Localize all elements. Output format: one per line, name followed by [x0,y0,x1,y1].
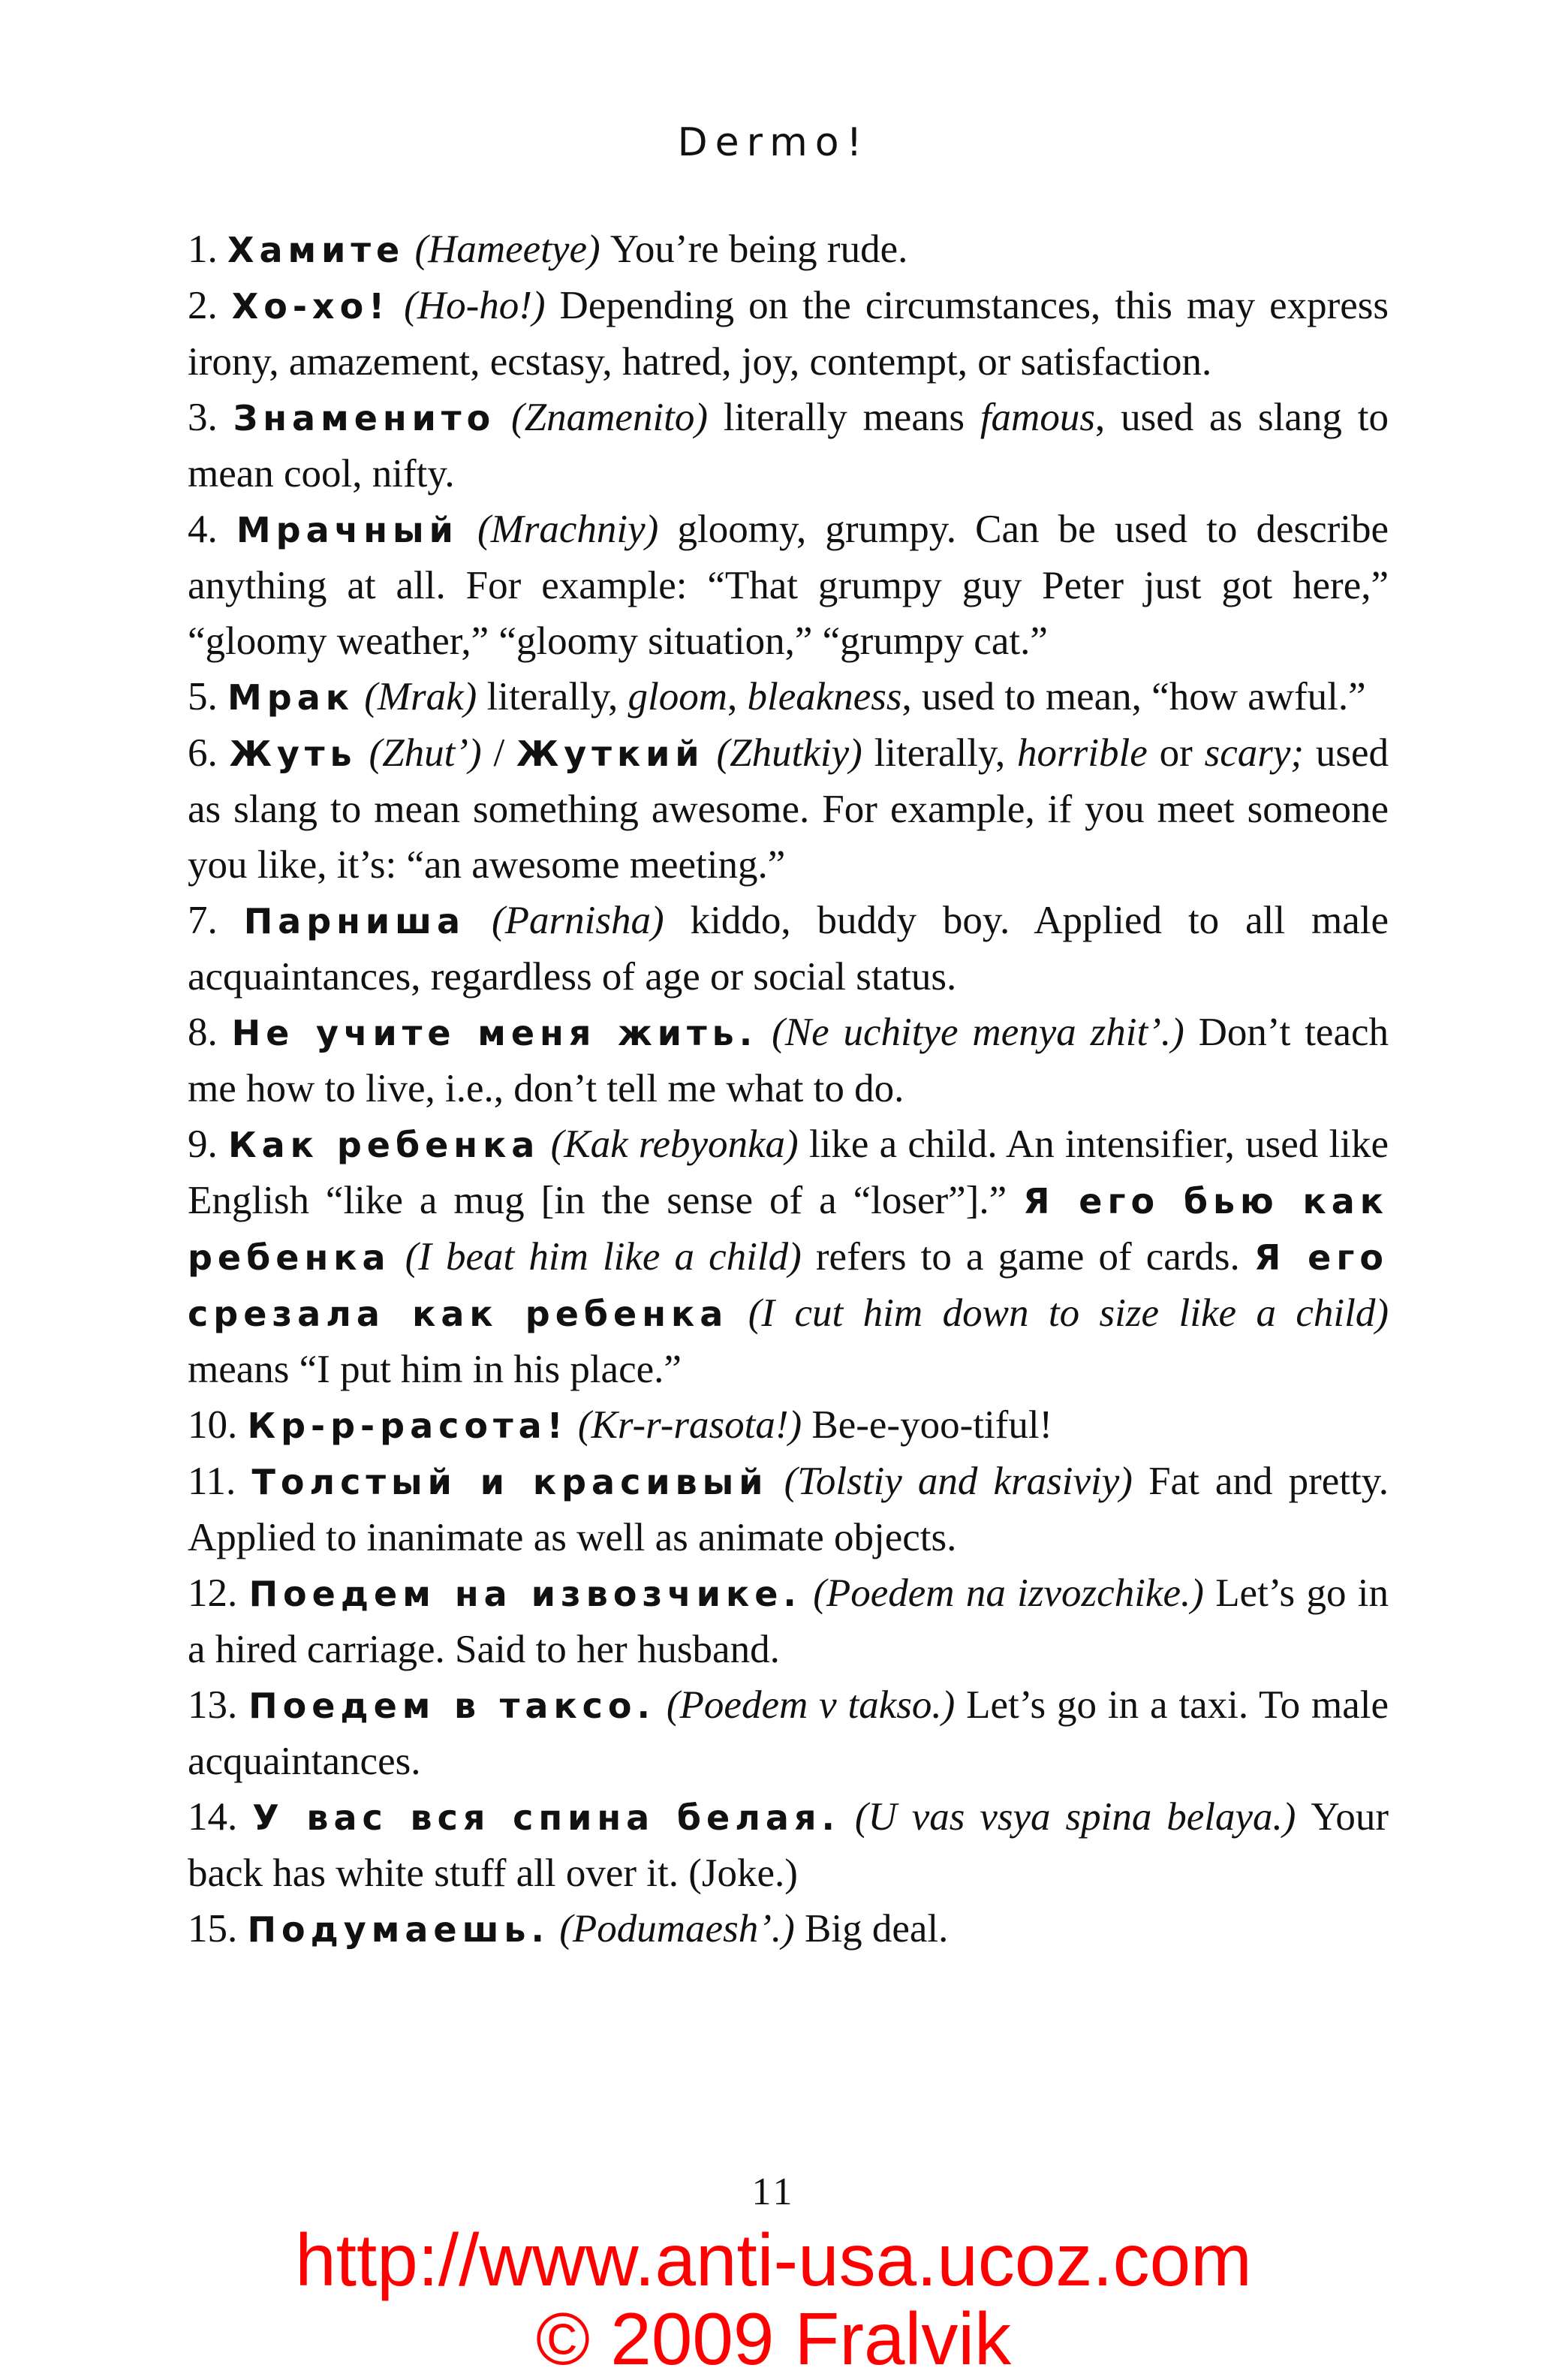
transliteration: (Tolstiy and krasiviy) [784,1460,1133,1503]
transliteration: (Kak rebyonka) [550,1122,799,1166]
glossary-entry-10 [188,1397,1389,1454]
russian-term: Поедем на извозчике. [248,1574,802,1614]
watermark-url: http://www.anti-usa.ucoz.com [295,2219,1252,2301]
glossary-entry-14 [188,1789,1389,1901]
russian-term: Как ребенка [227,1125,540,1165]
definition: Be-e-yoo-tiful! [811,1403,1053,1447]
transliteration: (Znamenito) [511,396,709,439]
glossary-entry-9 [188,1116,1389,1397]
emphasis: gloom [628,675,727,719]
entry-number: 8. [188,1011,218,1054]
page-title: Dermo! [677,120,870,165]
entry-number: 7. [188,899,218,942]
entry-number: 15. [188,1907,238,1951]
entry-number: 12. [188,1571,238,1615]
transliteration: (Podumaesh’.) [559,1907,795,1951]
glossary-entry-7 [188,893,1389,1005]
definition: Depending on the circumstances, this may express irony, amazement, ecstasy, hatred, joy, contempt, or satisfaction. [188,284,1389,384]
definition-part: literally, [486,675,618,719]
glossary-entry-11 [188,1454,1389,1565]
definition-part: refers to a game of cards. [815,1235,1240,1279]
definition: kiddo, buddy boy. Applied to all male acquaintances, regardless of age or social status. [188,899,1389,999]
russian-term: Поедем в таксо. [248,1686,656,1726]
definition-part: literally means [723,396,965,439]
separator: / [493,731,505,775]
definition: Big deal. [805,1907,949,1951]
entry-number: 5. [188,675,218,719]
entry-number: 2. [188,284,218,327]
russian-term: Знаменито [233,398,496,438]
transliteration: (Zhut’) [369,731,482,775]
transliteration: (Parnisha) [492,899,664,942]
entry-number: 9. [188,1122,218,1166]
emphasis: scary; [1204,731,1305,775]
glossary-entry-13 [188,1677,1389,1789]
glossary-list [188,221,1389,1957]
entry-number: 10. [188,1403,238,1447]
russian-term: Кр-р-расота! [247,1405,568,1446]
transliteration: (Poedem na izvozchike.) [813,1571,1204,1615]
transliteration: (U vas vsya spina belaya.) [854,1795,1296,1839]
definition-part: means “I put him in his place.” [188,1348,682,1391]
russian-example-2: Я его срезала как ребенка [188,1237,1389,1334]
glossary-entry-6 [188,725,1389,893]
entry-number: 4. [188,508,218,551]
russian-term: Хамите [227,230,405,270]
definition: Your back has white stuff all over it. (Joke.) [188,1795,1389,1895]
russian-term: Не учите меня жить. [231,1013,758,1053]
example-translation-2: (I cut him down to size like a child) [748,1291,1389,1335]
definition-part: , used as slang to mean cool, nifty. [188,396,1389,496]
glossary-entry-15 [188,1901,1389,1957]
glossary-entry-1 [188,221,1389,278]
definition-part: used as slang to mean something awesome. For example, if you meet someone you like, it’s: “an awesome meeting.” [188,731,1389,887]
transliteration: (Ho-ho!) [404,284,546,327]
definition: Fat and pretty. Applied to inanimate as well as animate objects. [188,1460,1389,1559]
russian-term-alt: Жуткий [516,734,705,774]
glossary-entry-4 [188,502,1389,669]
russian-term: Парниша [243,901,466,941]
page-number: 11 [751,2171,796,2213]
russian-term: Хо-хо! [231,286,390,327]
glossary-entry-3 [188,390,1389,502]
russian-term: Подумаешь. [247,1909,549,1950]
entry-number: 6. [188,731,218,775]
example-translation-1: (I beat him like a child) [405,1235,802,1279]
glossary-entry-2 [188,278,1389,390]
transliteration: (Mrak) [364,675,477,719]
russian-term: Толстый и красивый [251,1462,769,1502]
entry-number: 14. [188,1795,238,1839]
definition-part: literally, [874,731,1006,775]
russian-example-1: Я его бью как ребенка [188,1181,1389,1278]
transliteration: (Poedem v takso.) [666,1683,956,1727]
transliteration-alt: (Zhutkiy) [716,731,862,775]
entry-number: 1. [188,227,218,271]
glossary-entry-8 [188,1005,1389,1116]
entry-number: 11. [188,1460,236,1503]
emphasis: bleakness [747,675,902,719]
watermark-copyright: © 2009 Fralvik [535,2297,1012,2380]
definition-part: or [1159,731,1193,775]
russian-term: Жуть [229,734,357,774]
transliteration: (Ne uchitye menya zhit’.) [772,1011,1184,1054]
glossary-entry-12 [188,1565,1389,1677]
definition-part: , [727,675,738,719]
definition-part: like a child. An intensifier, used like English “like a mug [in the sense of a “loser”].” [188,1122,1389,1222]
entry-number: 13. [188,1683,238,1727]
emphasis: famous [980,396,1095,439]
glossary-entry-5 [188,669,1389,725]
transliteration: (Kr-r-rasota!) [577,1403,802,1447]
entry-number: 3. [188,396,218,439]
russian-term: Мрачный [236,510,459,550]
definition-part: , used to mean, “how awful.” [901,675,1366,719]
definition: Let’s go in a taxi. To male acquaintances. [188,1683,1389,1783]
definition: You’re being rude. [609,227,908,271]
definition: Don’t teach me how to live, i.e., don’t tell me what to do. [188,1011,1389,1110]
definition: gloomy, grumpy. Can be used to describe anything at all. For example: “That grumpy guy Peter just got here,” “gloomy weather,” “gloomy situation,” “grumpy cat.” [188,508,1389,663]
russian-term: У вас вся спина белая. [252,1797,840,1838]
transliteration: (Mrachniy) [477,508,659,551]
emphasis: horrible [1017,731,1148,775]
transliteration: (Hameetye) [414,227,600,271]
definition: Let’s go in a hired carriage. Said to her husband. [188,1571,1389,1671]
russian-term: Мрак [227,677,354,718]
